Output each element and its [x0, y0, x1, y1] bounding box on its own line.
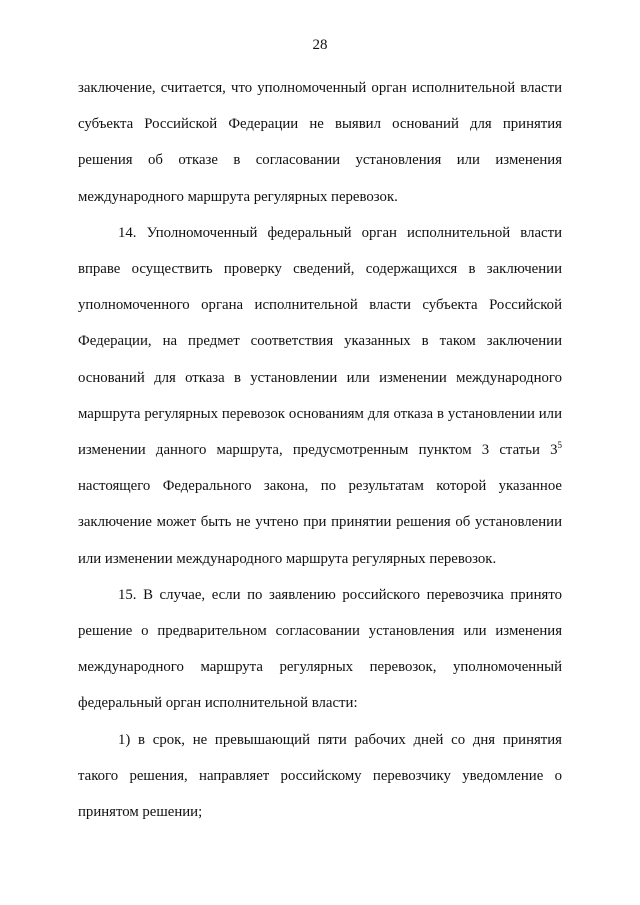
page-number: 28 [312, 37, 328, 53]
paragraph-14-text-end: настоящего Федерального закона, по результатам которой указанное заключение может быть не учтено при принятии решения об установлении или изменении международного маршрута регулярных перевозок. [78, 478, 562, 567]
paragraph-14 [78, 215, 562, 577]
paragraph-15-item-1: 1) в срок, не превышающий пяти рабочих дней со дня принятия такого решения, направляет российскому перевозчику уведомление о принятом решении; [78, 731, 562, 821]
paragraph-continuation: заключение, считается, что уполномоченный орган исполнительной власти субъекта Российской Федерации не выявил оснований для принятия решения об отказе в согласовании установления или изменения международного маршрута регулярных перевозок. [78, 80, 562, 205]
paragraph-14-text: 14. Уполномоченный федеральный орган исполнительной власти вправе осуществить проверку сведений, содержащихся в заключении уполномоченного органа исполнительной власти субъекта Российской Федерации, на предмет соответствия указанных в таком заключении оснований для отказа в установлении или изменении международного маршрута регулярных перевозок основаниям для отказа в установлении или изменении данного маршрута, предусмотренным пунктом 3 статьи 3 [78, 224, 562, 459]
paragraph-15: 15. В случае, если по заявлению российского перевозчика принято решение о предварительном согласовании установления или изменения международного маршрута регулярных перевозок, уполномоченный федеральный орган исполнительной власти: [78, 586, 562, 712]
document-body [78, 70, 562, 830]
article-superscript: 5 [557, 440, 562, 451]
